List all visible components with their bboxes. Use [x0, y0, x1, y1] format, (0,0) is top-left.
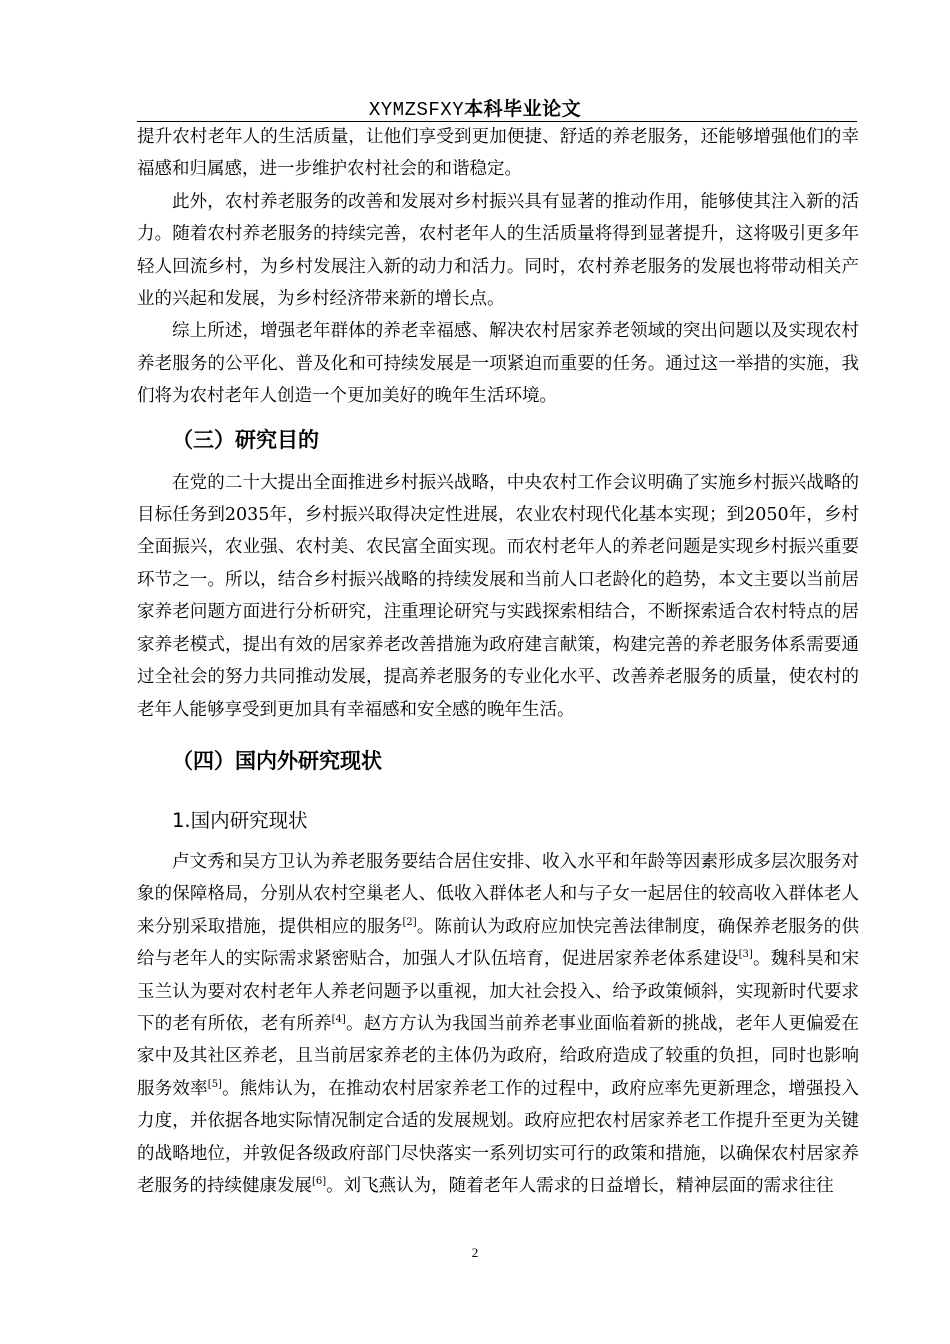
section-heading-research-status: （四）国内外研究现状 [172, 748, 382, 773]
sentence: 。熊炜认为，在推动农村居家养老工作的过程中，政府应率先更新理念，增强投入力度，并依据各地实际情况制定合适的发展规划。政府应把农村居家养老工作提升至更为关键的战略地位，并敦促各级政府部门尽快落实一系列切实可行的政策和措施，以确保农村居家养老服务的持续健康发展 [137, 1078, 860, 1196]
sentence: 。魏科昊和宋玉兰认为要对农村老年人养老问题予以重视，加大社会投入、给予政策倾斜，实现新时代要求下的老有所依，老有所养 [137, 949, 860, 1034]
header-code: XYMZSFXY [368, 99, 465, 121]
header-title: 本科毕业论文 [464, 98, 582, 120]
citation: [5] [207, 1078, 222, 1090]
sentence: 卢文秀和吴方卫认为养老服务要结合居住安排、收入水平和年龄等因素形成多层次服务对象的保障格局，分别从农村空巢老人、低收入群体老人和与子女一起居住的较高收入群体老人来分别采取措施，提供相应的服务 [137, 851, 859, 937]
paragraph: 在党的二十大提出全面推进乡村振兴战略，中央农村工作会议明确了实施乡村振兴战略的目标任务到2035年，乡村振兴取得决定性进展，农业农村现代化基本实现；到2050年，乡村全面振兴，农业强、农村美、农民富全面实现。而农村老年人的养老问题是实现乡村振兴重要环节之一。所以，结合乡村振兴战略的持续发展和当前人口老龄化的趋势，本文主要以当前居家养老问题方面进行分析研究，注重理论研究与实践探索相结合，不断探索适合农村特点的居家养老模式，提出有效的居家养老改善措施为政府建言献策，构建完善的养老服务体系需要通过全社会的努力共同推动发展，提高养老服务的专业化水平、改善养老服务的质量，使农村的老年人能够享受到更加具有幸福感和安全感的晚年生活。 [137, 472, 859, 720]
running-header [0, 94, 950, 121]
paragraph: 提升农村老年人的生活质量，让他们享受到更加便捷、舒适的养老服务，还能够增强他们的幸福感和归属感，进一步维护农村社会的和谐稳定。 [137, 127, 859, 180]
citation: [2] [402, 916, 417, 928]
body-text [137, 121, 859, 1202]
sentence: 。陈前认为政府应加快完善法律制度，确保养老服务的供给与老年人的实际需求紧密贴合，加强人才队伍培育，促进居家养老体系建设 [137, 916, 860, 970]
citation: [6] [312, 1176, 327, 1188]
sentence: 。刘飞燕认为，随着老年人需求的日益增长，精神层面的需求往往 [326, 1175, 834, 1196]
page-number: 2 [471, 1245, 479, 1260]
section-heading-research-goal: （三）研究目的 [172, 427, 319, 452]
citation: [3] [738, 949, 753, 961]
citation: [4] [331, 1014, 346, 1026]
paragraph: 综上所述，增强老年群体的养老幸福感、解决农村居家养老领域的突出问题以及实现农村养老服务的公平化、普及化和可持续发展是一项紧迫而重要的任务。通过这一举措的实施，我们将为农村老年人创造一个更加美好的晚年生活环境。 [137, 321, 859, 407]
paragraph: 此外，农村养老服务的改善和发展对乡村振兴具有显著的推动作用，能够使其注入新的活力。随着农村养老服务的持续完善，农村老年人的生活质量将得到显著提升，这将吸引更多年轻人回流乡村，为乡村发展注入新的动力和活力。同时，农村养老服务的发展也将带动相关产业的兴起和发展，为乡村经济带来新的增长点。 [137, 191, 859, 310]
sentence: 。赵方方认为我国当前养老事业面临着新的挑战，老年人更偏爱在家中及其社区养老，且当前居家养老的主体仍为政府，给政府造成了较重的负担，同时也影响服务效率 [137, 1013, 860, 1099]
subsection-heading-domestic: 1.国内研究现状 [172, 808, 308, 832]
paragraph-domestic-review [137, 846, 859, 1202]
